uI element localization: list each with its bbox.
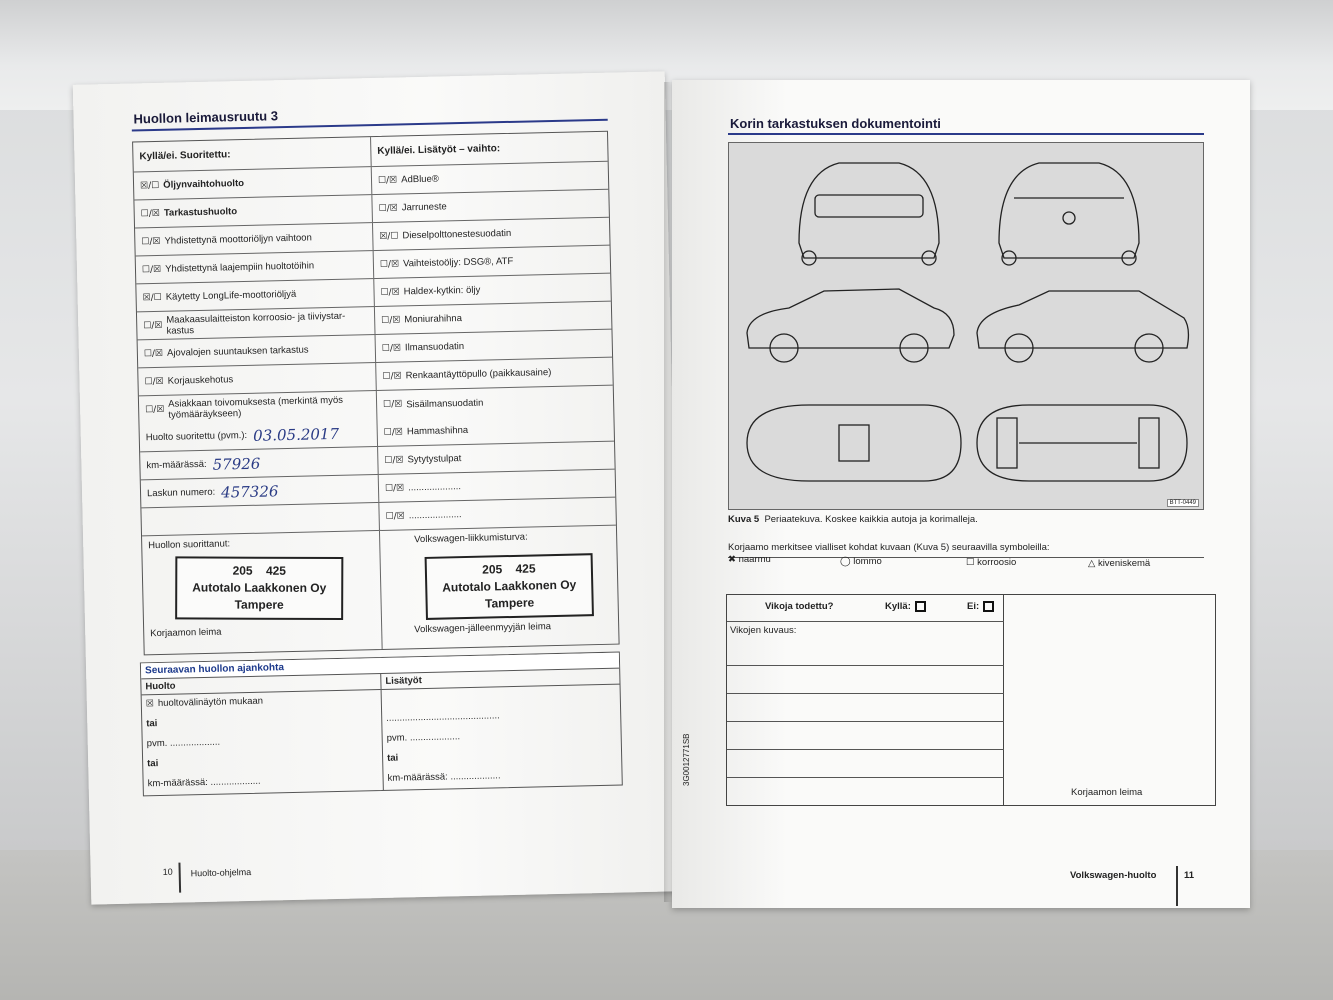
- row-blank1: ☐/☒ ....................: [378, 470, 616, 502]
- figure-code: BTT-0449: [1167, 499, 1199, 507]
- checkbox[interactable]: ☒: [145, 699, 155, 710]
- car-outlines: [729, 143, 1205, 511]
- checkbox[interactable]: ☒/☐: [142, 292, 162, 303]
- defects-no: Ei:: [967, 601, 994, 612]
- checklist-label: Käytetty LongLife-moottoriöljyä: [165, 288, 297, 303]
- checkbox[interactable]: ☐/☒: [384, 454, 404, 466]
- service-km: km-määrässä: 57926: [146, 454, 261, 474]
- car-diagram: [728, 142, 1204, 510]
- checklist-left: [134, 167, 372, 199]
- next-service-title: Seuraavan huollon ajankohta: [141, 653, 619, 680]
- checklist-label: Jarruneste: [401, 201, 447, 214]
- checklist-label: Tarkastushuolto: [163, 206, 238, 219]
- left-page-title: Huollon leimausruutu 3: [133, 108, 279, 127]
- defects-yes: Kyllä:: [885, 601, 926, 612]
- checklist-left: [138, 335, 376, 367]
- checkbox[interactable]: ☐/☒: [144, 376, 164, 387]
- right-page-number: 11: [1184, 870, 1195, 881]
- checklist-left: [135, 223, 373, 255]
- checklist-left: [136, 251, 374, 283]
- checklist-right: [373, 246, 611, 278]
- left-footer: Huolto-ohjelma: [190, 866, 252, 879]
- symbol-chip: △ kiveniskemä: [1088, 558, 1151, 569]
- handwritten-invoice: 457326: [220, 481, 279, 502]
- symbol-corrosion: ☐ korroosio: [966, 557, 1017, 568]
- right-footer: Volkswagen-huolto: [1070, 870, 1157, 881]
- checklist-label: Yhdistettynä laajempiin huoltotöihin: [165, 260, 315, 275]
- checkbox[interactable]: ☐/☒: [141, 236, 161, 247]
- next-service-table: [140, 652, 623, 797]
- title-rule: [728, 133, 1204, 135]
- checklist-label: Korjauskehotus: [167, 374, 234, 387]
- shop-stamp-label: Korjaamon leima: [1071, 787, 1143, 798]
- figure-caption: Kuva 5 Periaatekuva. Koskee kaikkia autoja ja korimalleja.: [728, 514, 978, 525]
- checklist-right: [375, 358, 613, 390]
- vw-label: Volkswagen-liikkumisturva:: [414, 531, 528, 546]
- row-blank-left: [141, 503, 379, 535]
- performer-label: Huollon suorittanut:: [148, 538, 231, 552]
- left-page-number: 10: [162, 866, 173, 877]
- checkbox[interactable]: ☐/☒: [141, 264, 162, 275]
- checkbox[interactable]: ☐/☒: [380, 286, 400, 298]
- checkbox[interactable]: ☐/☒: [381, 342, 402, 354]
- checkbox[interactable]: ☐/☒: [382, 370, 402, 382]
- checklist-label: AdBlue®: [401, 173, 439, 186]
- checklist-left: [136, 279, 374, 311]
- next-service-col: Huolto ☒ huoltovälinäytön mukaan tai pvm. ................... tai km-määrässä: ...................: [141, 674, 383, 795]
- footer-divider: [178, 863, 180, 893]
- right-page-title: Korin tarkastuksen dokumentointi: [730, 116, 941, 131]
- checklist-label: Renkaantäyttöpullo (paikkausaine): [405, 367, 552, 382]
- checklist-label: Ilmansuodatin: [404, 341, 465, 354]
- footer-divider: [1176, 866, 1178, 906]
- checklist-label: Maakaasulaitteiston korroosio- ja tiiviystar-kastus: [166, 310, 346, 337]
- checkbox[interactable]: ☐/☒: [143, 320, 163, 331]
- checkbox[interactable]: ☐/☒: [379, 258, 400, 270]
- vw-cell: [379, 526, 619, 649]
- checkbox[interactable]: ☐/☒: [377, 174, 398, 186]
- checklist-label: Haldex-kytkin: öljy: [403, 284, 481, 298]
- checklist-label: Yhdistettynä moottoriöljyn vaihtoon: [164, 232, 312, 247]
- checklist-left: [138, 363, 376, 395]
- defects-left: [727, 595, 1004, 805]
- right-page: [672, 80, 1250, 908]
- col2-header: Kyllä/ei. Lisätyöt – vaihto:: [370, 132, 608, 166]
- checkbox[interactable]: ☐/☒: [383, 426, 404, 438]
- checklist-right: [371, 190, 609, 222]
- invoice-number: Laskun numero: 457326: [146, 481, 279, 502]
- checkbox[interactable]: ☒/☐: [139, 180, 160, 191]
- yes-checkbox[interactable]: [915, 601, 926, 612]
- dealer-stamp-label: Volkswagen-jälleenmyyjän leima: [414, 621, 552, 636]
- symbol-scratch: ✖ naarmu: [728, 554, 771, 565]
- document-code: 3G0012771SB: [682, 733, 691, 786]
- defects-found-label: Vikoja todettu?: [765, 601, 834, 612]
- checklist-label: Vaihteistoöljy: DSG®, ATF: [402, 255, 514, 270]
- description-label: Vikojen kuvaus:: [730, 625, 797, 636]
- checklist-right: [374, 302, 612, 334]
- handwritten-date: 03.05.2017: [252, 424, 340, 445]
- symbol-dent: ◯ lommo: [840, 556, 882, 567]
- checklist-label: Asiakkaan toivomuksesta (merkintä myös työmääräykseen): [168, 394, 344, 421]
- checkbox[interactable]: ☐/☒: [140, 208, 160, 219]
- row-hammashihna: ☐/☒ Hammashihna: [376, 414, 614, 446]
- checkbox[interactable]: ☐/☒: [383, 399, 403, 410]
- dealer-stamp: 205 425 Autotalo Laakkonen Oy Tampere: [175, 556, 343, 620]
- checkbox[interactable]: ☐/☒: [378, 202, 398, 214]
- checklist-left: [137, 307, 375, 339]
- no-checkbox[interactable]: [983, 601, 994, 612]
- checkbox[interactable]: ☐/☒: [384, 482, 405, 494]
- stamp-table: [132, 131, 620, 656]
- checklist-label: Sisäilmansuodatin: [406, 397, 484, 410]
- checklist-right: [372, 218, 610, 250]
- service-date: Huolto suoritettu (pvm.): 03.05.2017: [145, 424, 340, 445]
- checkbox[interactable]: ☐/☒: [145, 404, 165, 416]
- checklist-left: [134, 195, 372, 227]
- defects-table: [726, 594, 1216, 806]
- symbols-intro: Korjaamo merkitsee vialliset kohdat kuvaan (Kuva 5) seuraavilla symboleilla:: [728, 542, 1050, 553]
- checklist-right: [373, 274, 611, 306]
- handwritten-km: 57926: [212, 454, 261, 474]
- checkbox[interactable]: ☒/☐: [379, 230, 399, 242]
- col1-header: Kyllä/ei. Suoritettu:: [139, 149, 231, 163]
- row-sytytystulpat: ☐/☒ Sytytystulpat: [377, 442, 615, 474]
- checklist-right: [371, 162, 609, 194]
- performer-cell: [142, 531, 382, 654]
- checkbox[interactable]: ☐/☒: [381, 314, 401, 326]
- row-blank2: ☐/☒ ....................: [378, 498, 616, 530]
- dealer-stamp-2: 205 425 Autotalo Laakkonen Oy Tampere: [425, 553, 594, 620]
- checklist-label: Moniurahihna: [404, 313, 463, 326]
- checkbox[interactable]: ☐/☒: [143, 348, 164, 359]
- shop-stamp-label: Korjaamon leima: [150, 626, 222, 640]
- checklist-label: Dieselpolttonestesuodatin: [402, 227, 512, 242]
- checklist-right: [375, 330, 613, 362]
- additional-work-col: Lisätyöt ........................................... pvm. ................... tai km-määrässä: ...................: [380, 669, 622, 790]
- checklist-label: Ajovalojen suuntauksen tarkastus: [166, 344, 309, 359]
- left-page: [73, 71, 683, 904]
- checklist-label: Öljynvaihtohuolto: [163, 177, 245, 191]
- checkbox[interactable]: ☐/☒: [385, 510, 405, 522]
